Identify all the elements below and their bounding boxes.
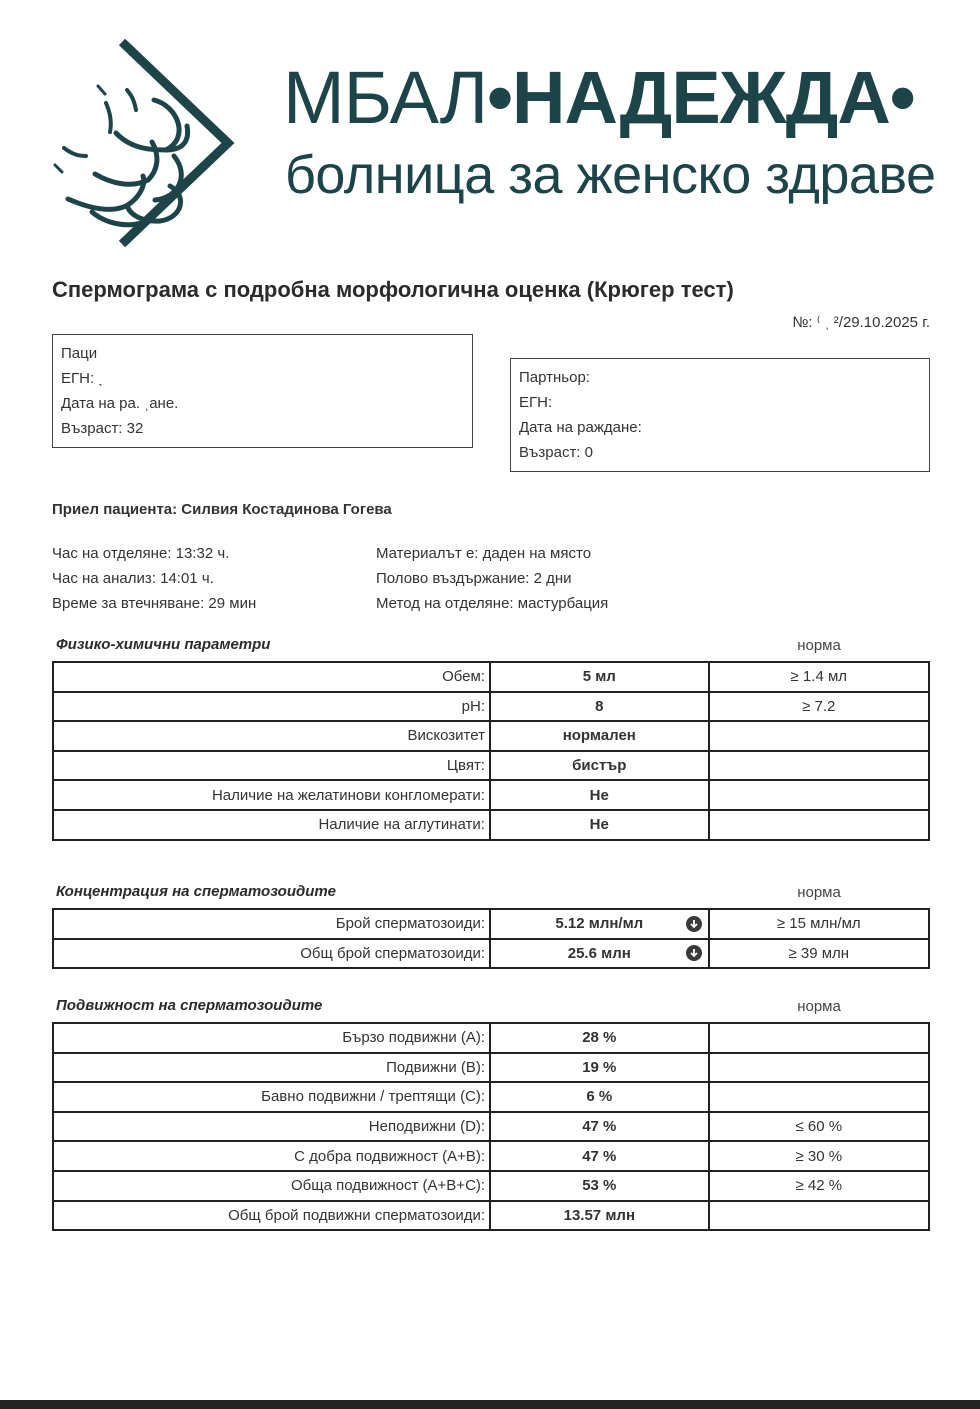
row-value-cell <box>490 909 708 939</box>
partner-info-box <box>510 358 930 472</box>
collection-time: Час на отделяне: 13:32 ч. <box>52 545 230 562</box>
row-value: 25.6 млн <box>567 944 631 962</box>
physchem-table <box>52 661 930 841</box>
bottom-edge-bar <box>0 1400 980 1409</box>
arrow-down-circle-icon <box>686 945 702 961</box>
collection-method: Метод на отделяне: мастурбация <box>376 595 609 612</box>
row-norm <box>709 1023 929 1053</box>
collection-times <box>52 541 256 616</box>
row-norm <box>709 751 929 781</box>
row-norm <box>709 810 929 840</box>
brand-name <box>283 58 915 138</box>
patient-info-box <box>52 334 473 448</box>
partner-birthdate: Дата на раждане: <box>519 419 642 436</box>
row-label: Цвят: <box>53 751 490 781</box>
brand-dot: • <box>889 56 915 139</box>
row-value: 6 % <box>490 1082 708 1112</box>
table-row <box>53 1112 929 1142</box>
norm-header: норма <box>797 884 841 901</box>
patient-birthdate: Дата на ра. ˌане. <box>61 395 179 412</box>
row-norm <box>709 1053 929 1083</box>
row-value: 19 % <box>490 1053 708 1083</box>
table-row <box>53 751 929 781</box>
row-value: 47 % <box>490 1141 708 1171</box>
table-row <box>53 1141 929 1171</box>
row-value: 47 % <box>490 1112 708 1142</box>
table-row <box>53 909 929 939</box>
row-value: 5 мл <box>490 662 709 692</box>
row-label: Подвижни (B): <box>53 1053 490 1083</box>
table-row <box>53 1023 929 1053</box>
row-label: Общ брой сперматозоиди: <box>53 939 490 969</box>
section-title-motility: Подвижност на сперматозоидите <box>56 997 323 1014</box>
row-value: нормален <box>490 721 709 751</box>
table-row <box>53 1201 929 1231</box>
row-value: 8 <box>490 692 709 722</box>
row-value: 5.12 млн/мл <box>555 915 644 933</box>
liquefaction-time: Време за втечняване: 29 мин <box>52 595 257 612</box>
table-row <box>53 721 929 751</box>
row-value-cell <box>490 939 708 969</box>
row-value: 53 % <box>490 1171 708 1201</box>
row-norm <box>709 780 929 810</box>
table-row <box>53 692 929 722</box>
row-label: Неподвижни (D): <box>53 1112 490 1142</box>
partner-name: Партньор: <box>519 369 590 386</box>
table-row <box>53 939 929 969</box>
row-norm: ≥ 1.4 мл <box>709 662 929 692</box>
row-label: Обща подвижност (A+B+C): <box>53 1171 490 1201</box>
row-norm: ≥ 7.2 <box>709 692 929 722</box>
table-row <box>53 810 929 840</box>
table-row <box>53 780 929 810</box>
row-norm: ≥ 30 % <box>709 1141 929 1171</box>
norm-header: норма <box>797 998 841 1015</box>
row-norm <box>709 1082 929 1112</box>
hospital-logo-icon <box>50 38 240 250</box>
row-label: Вискозитет <box>53 721 490 751</box>
document-title: Спермограма с подробна морфологична оценка (Крюгер тест) <box>52 277 734 302</box>
section-title-concentration: Концентрация на сперматозоидите <box>56 883 336 900</box>
row-value: 13.57 млн <box>490 1201 708 1231</box>
collection-details <box>376 541 608 616</box>
row-label: Наличие на аглутинати: <box>53 810 490 840</box>
row-label: Общ брой подвижни сперматозоиди: <box>53 1201 490 1231</box>
partner-egn: ЕГН: <box>519 394 553 411</box>
analysis-time: Час на анализ: 14:01 ч. <box>52 570 214 587</box>
row-norm <box>709 721 929 751</box>
row-value: Не <box>490 780 709 810</box>
row-label: Наличие на желатинови конгломерати: <box>53 780 490 810</box>
row-norm: ≥ 15 млн/мл <box>709 909 929 939</box>
brand-tagline: болница за женско здраве <box>285 145 936 205</box>
section-title-physchem: Физико-химични параметри <box>56 636 271 653</box>
motility-table <box>52 1022 930 1231</box>
row-norm <box>709 1201 929 1231</box>
row-label: С добра подвижност (A+B): <box>53 1141 490 1171</box>
patient-egn: ЕГН: ˎ <box>61 370 104 387</box>
brand-title: НАДЕЖДА <box>512 56 890 139</box>
row-label: Брой сперматозоиди: <box>53 909 490 939</box>
abstinence: Полово въздържание: 2 дни <box>376 570 572 587</box>
row-label: pH: <box>53 692 490 722</box>
row-norm: ≥ 39 млн <box>709 939 929 969</box>
row-value: 28 % <box>490 1023 708 1053</box>
row-label: Бавно подвижни / трептящи (C): <box>53 1082 490 1112</box>
table-row <box>53 1053 929 1083</box>
row-norm: ≥ 42 % <box>709 1171 929 1201</box>
row-value: Не <box>490 810 709 840</box>
row-norm: ≤ 60 % <box>709 1112 929 1142</box>
material-source: Материалът е: даден на място <box>376 545 592 562</box>
partner-age: Възраст: 0 <box>519 444 593 461</box>
norm-header: норма <box>797 637 841 654</box>
row-value: бистър <box>490 751 709 781</box>
brand-prefix: МБАЛ <box>283 56 488 139</box>
patient-name: Паци <box>61 345 98 362</box>
received-by: Приел пациента: Силвия Костадинова Гогева <box>52 501 392 518</box>
arrow-down-circle-icon <box>686 916 702 932</box>
concentration-table <box>52 908 930 969</box>
table-row <box>53 1171 929 1201</box>
row-label: Обем: <box>53 662 490 692</box>
table-row <box>53 1082 929 1112</box>
table-row <box>53 662 929 692</box>
brand-dot: • <box>487 56 513 139</box>
patient-age: Възраст: 32 <box>61 420 144 437</box>
row-label: Бързо подвижни (A): <box>53 1023 490 1053</box>
document-number: №: ⁽ ˌ ²/29.10.2025 г. <box>792 314 930 331</box>
